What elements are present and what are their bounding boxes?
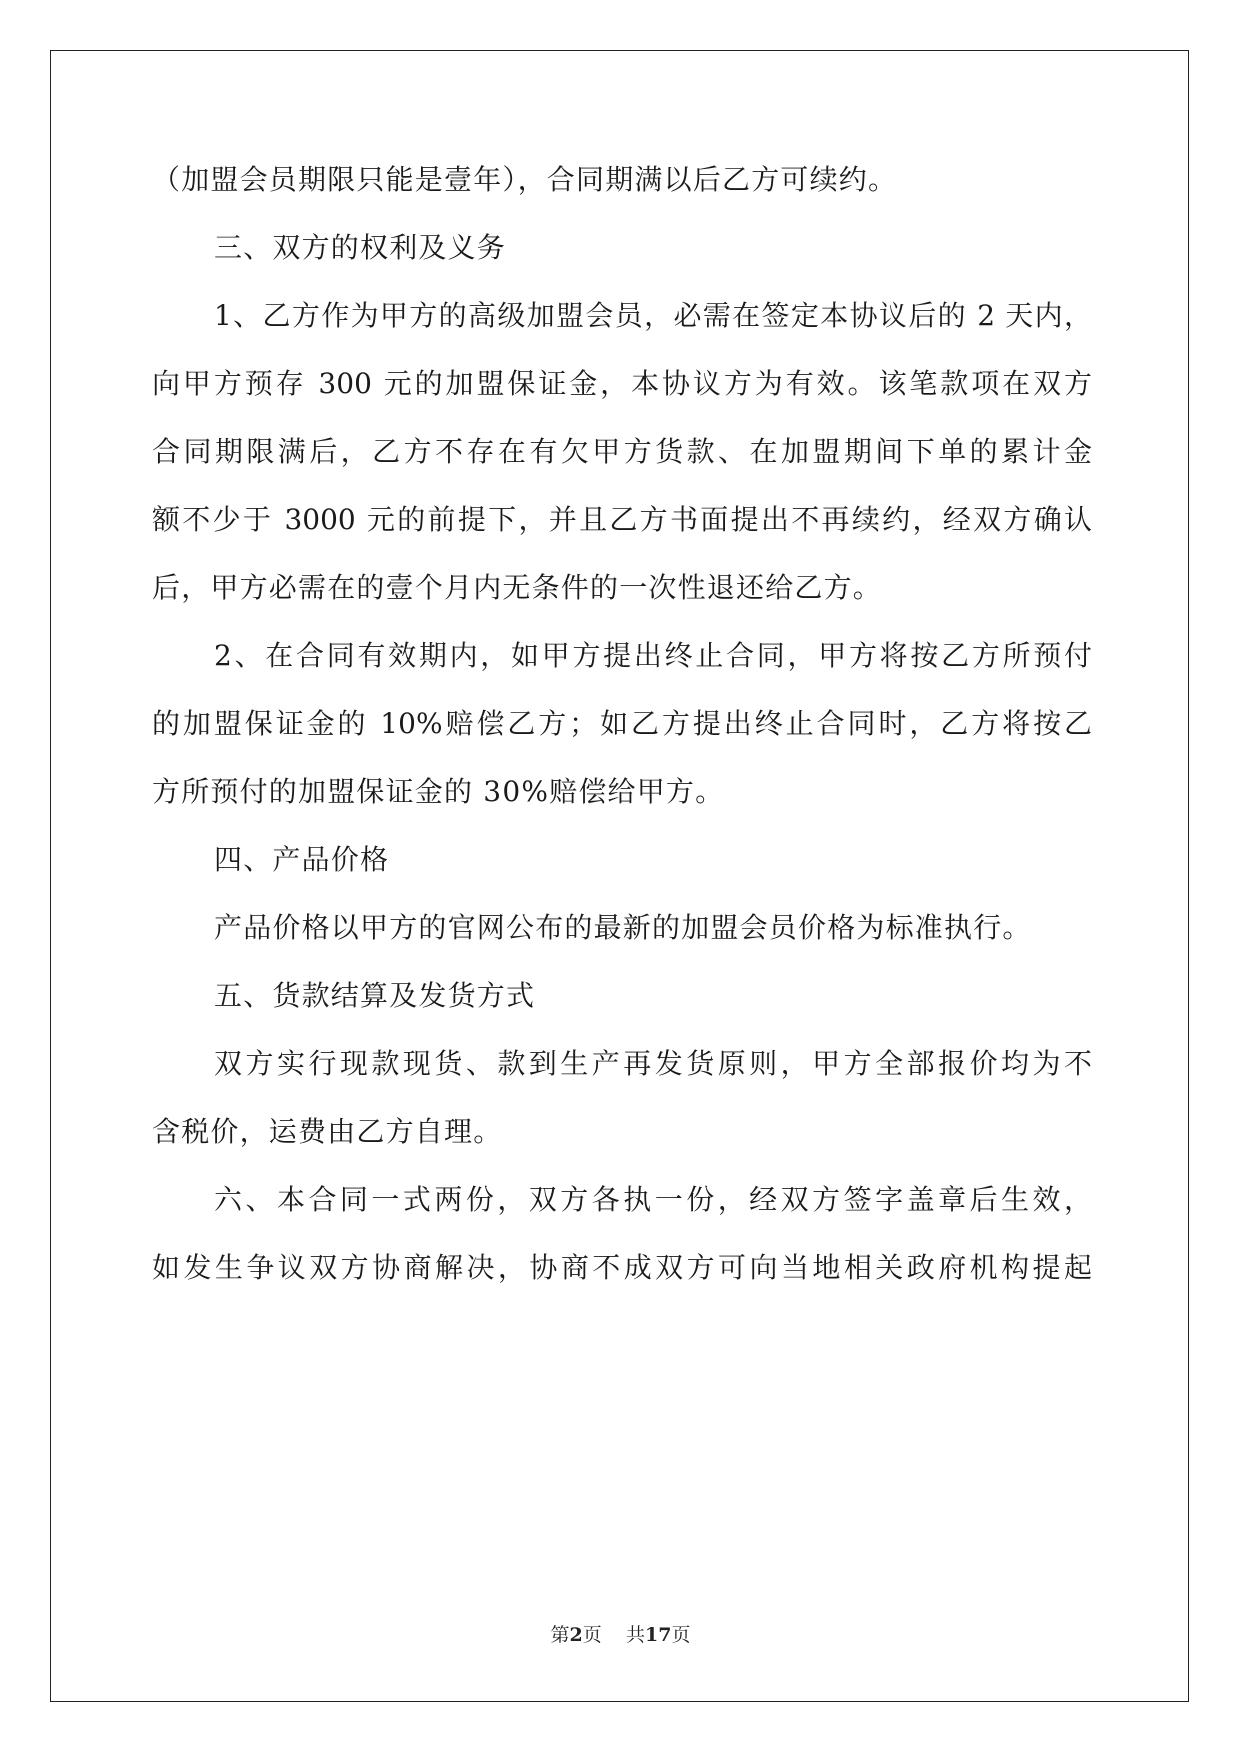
paragraph-line: 六、本合同一式两份，双方各执一份，经双方签字盖章后生效， (214, 1183, 1092, 1216)
paragraph-line: 如发生争议双方协商解决，协商不成双方可向当地相关政府机构提起 (152, 1251, 1092, 1284)
paragraph-line: 方所预付的加盟保证金的 30%赔偿给甲方。 (152, 775, 725, 808)
paragraph-line: 含税价，运费由乙方自理。 (152, 1115, 503, 1148)
section-heading: 四、产品价格 (214, 843, 390, 876)
paragraph-line: 额不少于 3000 元的前提下，并且乙方书面提出不再续约，经双方确认 (152, 503, 1092, 536)
page-footer (0, 1622, 1241, 1648)
footer-total-prefix: 共 (625, 1624, 645, 1646)
footer-total-pages: 17 (644, 1624, 672, 1646)
section-heading: 五、货款结算及发货方式 (214, 979, 536, 1012)
footer-page-number: 2 (569, 1624, 583, 1646)
paragraph-line: 合同期限满后，乙方不存在有欠甲方货款、在加盟期间下单的累计金 (152, 435, 1092, 468)
paragraph-line: 1、乙方作为甲方的高级加盟会员，必需在签定本协议后的 2 天内， (214, 299, 1092, 332)
paragraph-line: 向甲方预存 300 元的加盟保证金，本协议方为有效。该笔款项在双方 (152, 367, 1092, 400)
section-heading: 三、双方的权利及义务 (214, 231, 507, 264)
paragraph-line: 双方实行现款现货、款到生产再发货原则，甲方全部报价均为不 (214, 1047, 1092, 1080)
paragraph-line: 2、在合同有效期内，如甲方提出终止合同，甲方将按乙方所预付 (214, 639, 1092, 672)
footer-page-prefix: 第 (550, 1624, 570, 1646)
footer-page-suffix: 页 (582, 1624, 602, 1646)
paragraph-line: 的加盟保证金的 10%赔偿乙方；如乙方提出终止合同时，乙方将按乙 (152, 707, 1092, 740)
paragraph-line: 后，甲方必需在的壹个月内无条件的一次性退还给乙方。 (152, 571, 883, 604)
paragraph-line: （加盟会员期限只能是壹年），合同期满以后乙方可续约。 (152, 163, 898, 196)
footer-total-suffix: 页 (671, 1624, 691, 1646)
paragraph-line: 产品价格以甲方的官网公布的最新的加盟会员价格为标准执行。 (214, 911, 1032, 944)
